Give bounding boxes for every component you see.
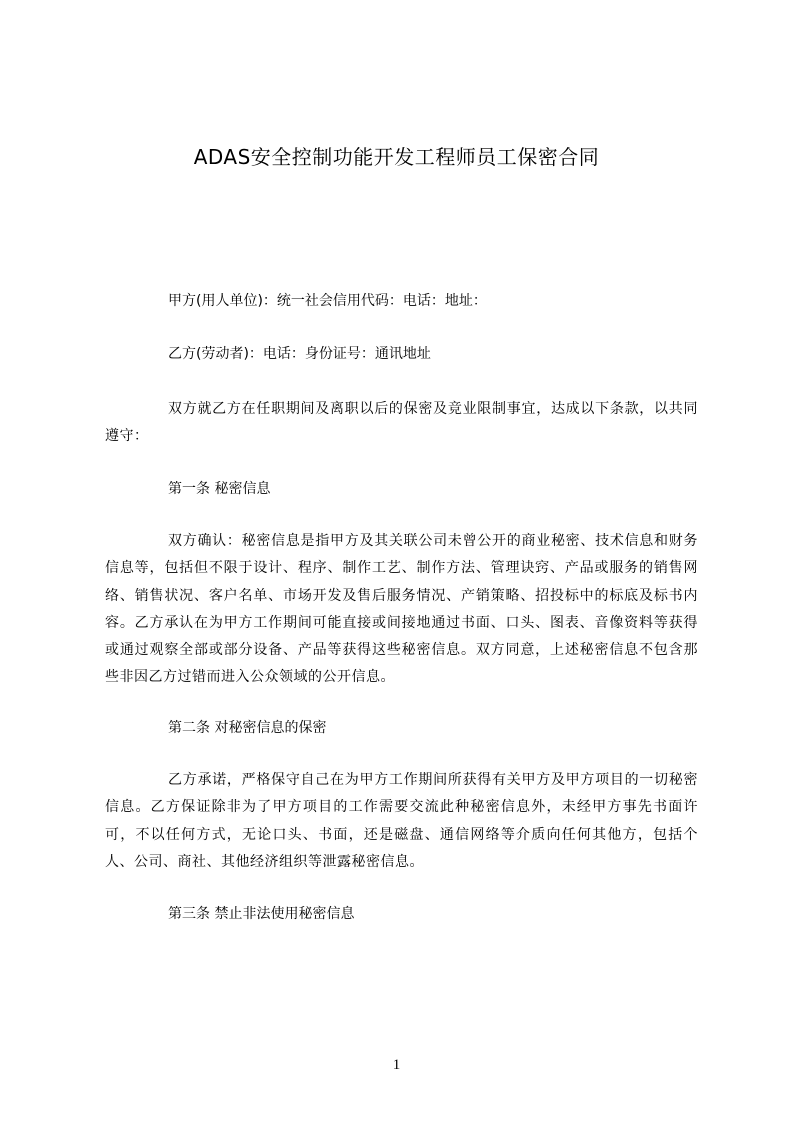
party-a-line: 甲方(用人单位)：统一社会信用代码：电话：地址： (168, 293, 487, 309)
article-3-heading: 第三条 禁止非法使用秘密信息 (168, 906, 355, 922)
article-2-body: 乙方承诺，严格保守自己在为甲方工作期间所获得有关甲方及甲方项目的一切秘密信息。乙方保证除非为了甲方项目的工作需要交流此种秘密信息外，未经甲方事先书面许可，不以任何方式，无论口头、书面，还是磁盘、通信网络等介质向任何其他方，包括个人、公司、商社、其他经济组织等泄露秘密信息。 (105, 772, 698, 870)
page-number: 1 (392, 1057, 401, 1073)
document-title: ADAS安全控制功能开发工程师员工保密合同 (193, 145, 600, 169)
article-1-body: 双方确认：秘密信息是指甲方及其关联公司未曾公开的商业秘密、技术信息和财务信息等，包括但不限于设计、程序、制作工艺、制作方法、管理诀窍、产品或服务的销售网络、销售状况、客户名单、市场开发及售后服务情况、产销策略、招投标中的标底及标书内容。乙方承认在为甲方工作期间可能直接或间接地通过书面、口头、图表、音像资料等获得或通过观察全部或部分设备、产品等获得这些秘密信息。双方同意，上述秘密信息不包含那些非因乙方过错而进入公众领域的公开信息。 (105, 533, 698, 686)
article-2-heading: 第二条 对秘密信息的保密 (168, 720, 327, 736)
intro-paragraph: 双方就乙方在任职期间及离职以后的保密及竞业限制事宜，达成以下条款，以共同遵守： (105, 401, 698, 445)
article-1-heading: 第一条 秘密信息 (168, 481, 271, 497)
party-b-line: 乙方(劳动者)：电话：身份证号：通讯地址 (168, 346, 431, 362)
